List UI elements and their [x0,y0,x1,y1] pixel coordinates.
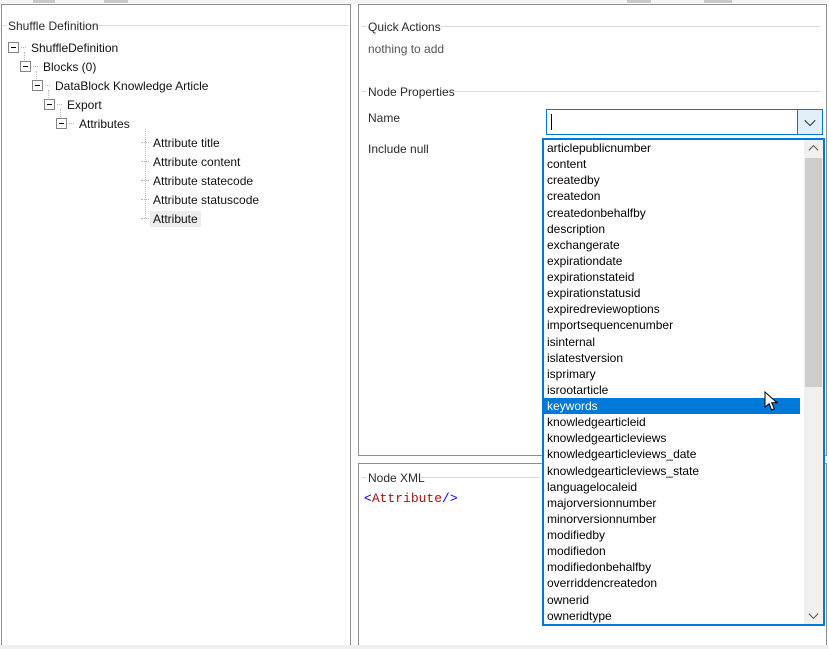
groupbox-line [84,25,348,26]
dropdown-item[interactable]: knowledgearticleviews_date [547,447,697,462]
tree-connector [69,123,74,124]
dropdown-item[interactable]: isrootarticle [547,382,609,397]
name-combobox[interactable] [546,109,823,135]
tree-item-label[interactable]: Attribute title [153,135,220,150]
quick-actions-title: Quick Actions [368,20,441,34]
dropdown-scrollbar[interactable] [804,140,823,624]
name-input[interactable] [550,112,794,134]
tree-item-datablock[interactable] [32,78,211,93]
combobox-dropdown-button[interactable] [797,110,822,134]
tree-item-shuffledefinition[interactable] [8,40,121,55]
dropdown-item[interactable]: ownerid [547,592,590,607]
tree-item-label[interactable]: Attribute statuscode [153,192,260,207]
dropdown-item[interactable]: knowledgearticleviews [547,431,667,446]
dropdown-item[interactable]: content [547,157,587,172]
dropdown-item[interactable]: articlepublicnumber [547,141,652,155]
scroll-up-button[interactable] [804,140,823,157]
xml-close-bracket: /> [442,491,458,506]
tree-item-label[interactable]: DataBlock Knowledge Article [55,78,209,93]
dropdown-item[interactable]: keywords [544,398,800,414]
tree-item-label[interactable]: Attributes [79,116,130,131]
groupbox-line [438,26,820,27]
window-bottom-strip [0,645,829,649]
tree-connector [141,142,149,143]
dropdown-item[interactable]: createdon [547,189,601,204]
groupbox-line [3,25,7,26]
dropdown-item[interactable]: importsequencenumber [547,318,674,333]
tree-connector [141,180,149,181]
include-null-label: Include null [368,142,429,156]
dropdown-item[interactable]: description [547,221,606,236]
quick-actions-message: nothing to add [368,42,445,56]
toolbar-fragment [704,0,732,3]
tree-item-attribute-statecode[interactable] [141,173,256,188]
dropdown-item[interactable]: expirationstatusid [547,286,641,301]
dropdown-item[interactable]: createdby [547,173,600,188]
collapse-icon[interactable] [8,42,19,53]
text-caret [551,114,552,130]
dropdown-item[interactable]: modifiedonbehalfby [547,560,652,575]
dropdown-item[interactable]: majorversionnumber [547,495,657,510]
tree-item-label[interactable]: Attribute statecode [153,173,254,188]
groupbox-line [361,477,366,478]
name-dropdown-list[interactable] [542,138,825,626]
chevron-down-icon [809,609,819,619]
shuffle-definition-title: Shuffle Definition [8,19,99,33]
groupbox-line [361,26,366,27]
tree-connector [141,199,149,200]
tree-item-export[interactable] [44,97,105,112]
dropdown-item[interactable]: isinternal [547,334,596,349]
node-xml-content [364,491,458,506]
collapse-icon[interactable] [20,61,31,72]
tree-connector [45,85,50,86]
dropdown-item[interactable]: isprimary [547,366,596,381]
tree-item-label[interactable]: Attribute [150,211,201,227]
node-xml-title: Node XML [368,471,425,485]
scroll-down-button[interactable] [804,607,823,624]
collapse-icon[interactable] [56,118,67,129]
toolbar-fragment [104,0,128,3]
tree-connector [33,66,38,67]
dropdown-item[interactable]: knowledgearticleviews_state [547,463,700,478]
groupbox-line [452,91,820,92]
toolbar-fragment [33,0,55,3]
tree-connector [57,104,62,105]
name-label: Name [368,111,401,125]
collapse-icon[interactable] [32,80,43,91]
tree-connector [141,161,149,162]
xml-tag-name: Attribute [371,491,443,506]
tree-connector [21,47,26,48]
tree-item-label[interactable]: Blocks (0) [43,59,97,74]
dropdown-item[interactable]: modifiedby [547,528,606,542]
dropdown-item[interactable]: modifiedon [547,544,606,559]
dropdown-item[interactable]: knowledgearticleid [547,415,646,430]
dropdown-item[interactable]: owneridtype [547,608,612,623]
tree-item-attribute-title[interactable] [141,135,223,150]
dropdown-item[interactable]: expirationstateid [547,270,635,284]
groupbox-line [361,91,366,92]
tree-item-attribute-content[interactable] [141,154,243,169]
dropdown-item[interactable]: languagelocaleid [547,479,638,494]
dropdown-item[interactable]: expiredreviewoptions [547,302,660,317]
toolbar-fragment [627,0,651,3]
node-properties-title: Node Properties [368,85,455,99]
scrollbar-thumb[interactable] [805,158,822,387]
tree-item-label[interactable]: Export [67,97,102,112]
tree-item-attribute-selected[interactable] [141,211,201,226]
dropdown-item[interactable]: expirationdate [547,253,623,268]
groupbox-line [421,477,540,478]
tree-item-label[interactable]: Attribute content [153,154,241,169]
dropdown-item[interactable]: createdonbehalfby [547,205,646,220]
mouse-arrow-cursor [764,391,778,412]
tree-connector [141,218,149,219]
tree-item-attribute-statuscode[interactable] [141,192,262,207]
dropdown-item[interactable]: minorversionnumber [547,511,657,526]
xml-open-bracket: < [364,491,372,506]
dropdown-item[interactable]: islatestversion [547,350,624,365]
tree-item-label[interactable]: ShuffleDefinition [31,40,119,55]
dropdown-item[interactable]: overriddencreatedon [547,576,658,591]
chevron-up-icon [809,145,819,155]
chevron-down-icon [804,115,815,126]
tree-item-attributes[interactable] [56,116,133,131]
collapse-icon[interactable] [44,99,55,110]
dropdown-item[interactable]: exchangerate [547,237,620,252]
tree-item-blocks[interactable] [20,59,99,74]
